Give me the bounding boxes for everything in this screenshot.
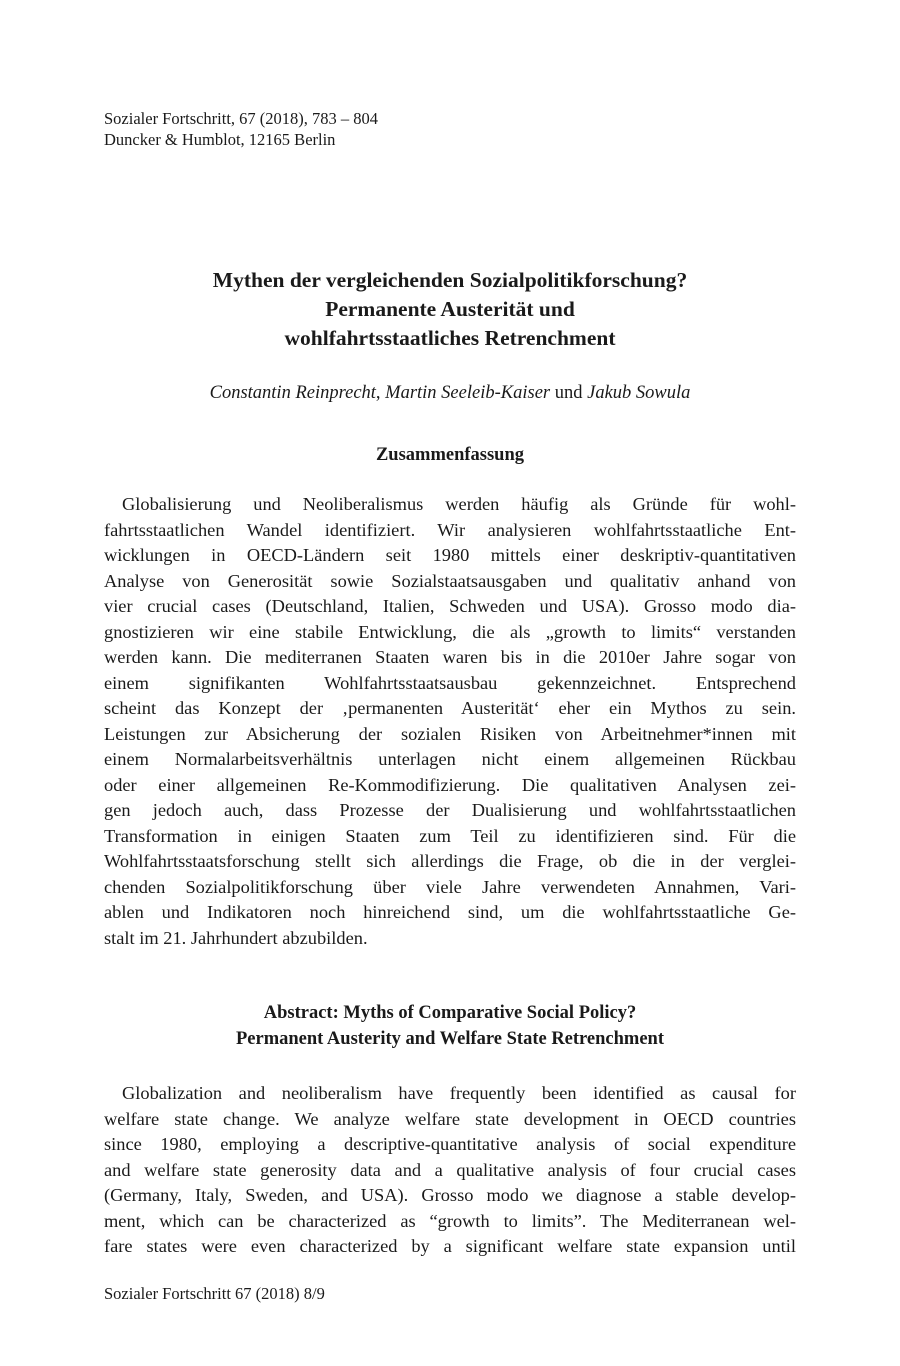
abstract-line: ment, which can be characterized as “growth to limits”. The Mediterranean wel- <box>104 1210 796 1231</box>
zusammenfassung-line: Leistungen zur Absicherung der sozialen Risiken von Arbeitnehmer*innen mit <box>104 723 796 744</box>
zusammenfassung-line: stalt im 21. Jahrhundert abzubilden. <box>104 927 368 948</box>
zusammenfassung-heading <box>104 442 796 468</box>
journal-citation: Sozialer Fortschritt, 67 (2018), 783 – 804 <box>104 109 379 128</box>
abstract-heading-line-2: Permanent Austerity and Welfare State Retrenchment <box>236 1029 664 1049</box>
page-footer: Sozialer Fortschritt 67 (2018) 8/9 <box>104 1284 325 1303</box>
article-title <box>104 266 796 353</box>
zusammenfassung-line: gen jedoch auch, dass Prozesse der Dualisierung und wohlfahrtsstaatlichen <box>104 800 796 820</box>
author-separator: , <box>375 383 386 403</box>
zusammenfassung-line: einem Normalarbeitsverhältnis unterlagen nicht einem allgemeinen Rückbau <box>104 749 796 769</box>
zusammenfassung-line: Analyse von Generosität sowie Sozialstaatsausgaben und qualitativ anhand von <box>104 570 796 591</box>
zusammenfassung-heading-text: Zusammenfassung <box>375 445 525 465</box>
author-list <box>104 380 796 406</box>
zusammenfassung-line: gnostizieren wir eine stabile Entwicklung, die als „growth to limits“ verstanden <box>104 621 796 642</box>
zusammenfassung-line: Globalisierung und Neoliberalismus werden häufig als Gründe für wohl- <box>122 494 796 514</box>
title-line-1: Mythen der vergleichenden Sozialpolitikforschung? <box>212 268 688 292</box>
zusammenfassung-line: ablen und Indikatoren noch hinreichend sind, um die wohlfahrtsstaatliche Ge- <box>104 902 796 922</box>
abstract-heading <box>104 1000 796 1052</box>
zusammenfassung-line: wicklungen in OECD-Ländern seit 1980 mittels einer deskriptiv-quantitativen <box>104 545 796 565</box>
zusammenfassung-line: werden kann. Die mediterranen Staaten waren bis in die 2010er Jahre sogar von <box>104 647 796 667</box>
abstract-line: and welfare state generosity data and a qualitative analysis of four crucial cases <box>104 1159 796 1180</box>
publisher-address: Duncker & Humblot, 12165 Berlin <box>104 130 336 149</box>
zusammenfassung-line: Wohlfahrtsstaatsforschung stellt sich allerdings die Frage, ob die in der verglei- <box>104 851 796 871</box>
zusammenfassung-line: fahrtsstaatlichen Wandel identifiziert. Wir analysieren wohlfahrtsstaatliche Ent- <box>104 519 796 540</box>
author-name: Martin Seeleib-Kaiser <box>385 383 551 403</box>
zusammenfassung-line: vier crucial cases (Deutschland, Italien, Schweden und USA). Grosso modo dia- <box>104 596 796 616</box>
title-line-3: wohlfahrtsstaatliches Retrenchment <box>284 326 616 350</box>
journal-header <box>104 108 378 150</box>
abstract-line: welfare state change. We analyze welfare state development in OECD countries <box>104 1108 796 1129</box>
author-name: Jakub Sowula <box>587 383 691 403</box>
title-line-2: Permanente Austerität und <box>325 297 575 321</box>
abstract-line: Globalization and neoliberalism have frequently been identified as causal for <box>122 1083 796 1103</box>
zusammenfassung-body <box>104 492 796 951</box>
abstract-line: since 1980, employing a descriptive-quantitative analysis of social expenditure <box>104 1134 796 1154</box>
author-name: Constantin Reinprecht <box>209 383 376 403</box>
zusammenfassung-line: oder einer allgemeinen Re-Kommodifizierung. Die qualitativen Analysen zei- <box>104 774 796 795</box>
abstract-line: fare states were even characterized by a significant welfare state expansion until <box>104 1236 796 1256</box>
author-separator: und <box>550 383 588 403</box>
abstract-body <box>104 1081 796 1260</box>
abstract-heading-line-1: Abstract: Myths of Comparative Social Policy? <box>263 1003 637 1023</box>
abstract-line: (Germany, Italy, Sweden, and USA). Grosso modo we diagnose a stable develop- <box>104 1185 796 1205</box>
zusammenfassung-line: scheint das Konzept der ‚permanenten Austerität‘ eher ein Mythos zu sein. <box>104 698 796 718</box>
zusammenfassung-line: Transformation in einigen Staaten zum Teil zu identifizieren sind. Für die <box>104 825 796 846</box>
zusammenfassung-line: chenden Sozialpolitikforschung über viele Jahre verwendeten Annahmen, Vari- <box>104 876 796 897</box>
zusammenfassung-line: einem signifikanten Wohlfahrtsstaatsausbau gekennzeichnet. Entsprechend <box>104 672 796 693</box>
